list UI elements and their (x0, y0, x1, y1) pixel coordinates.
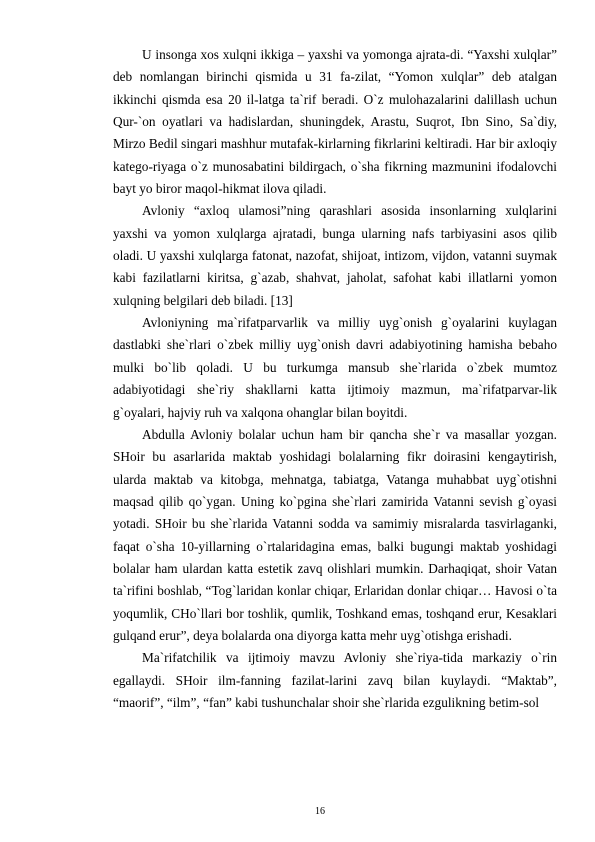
paragraph-1: U insonga xos xulqni ikkiga – yaxshi va yomonga ajrata-di. “Yaxshi xulqlar” deb nomlangan birinchi qismida u 31 fa-zilat, “Yomon xulqlar” deb atalgan ikkinchi qismda esa 20 il-latga ta`rif beradi. O`z mulohazalarini dalillash uchun Qur-`on oyatlari va hadislardan, shuningdek, Arastu, Suqrot, Ibn Sino, Sa`diy, Mirzo Bedil singari mashhur mutafak-kirlarning fikrlarini keltiradi. Har bir axloqiy katego-riyaga o`z munosabatini bildirgach, o`sha fikrning mazmunini ifodalovchi bayt yo biror maqol-hikmat ilova qiladi. (113, 47, 557, 197)
paragraph-2: Avloniy “axloq ulamosi”ning qarashlari asosida insonlarning xulqlarini yaxshi va yomon xulqlarga ajratadi, bunga ularning nafs tarbiyasini asos qilib oladi. U yaxshi xulqlarga fatonat, nazofat, shijoat, intizom, vijdon, vatanni suymak kabi fazilatlarni kiritsa, g`azab, shahvat, jaholat, safohat kabi illatlarni yomon xulqning belgilari deb biladi. [13] (113, 203, 557, 308)
body-text (113, 44, 557, 714)
paragraph-5: Ma`rifatchilik va ijtimoiy mavzu Avloniy she`riya-tida markaziy o`rin egallaydi. SHoir ilm-fanning fazilat-larini zavq bilan kuylaydi. “Maktab”, “maorif”, “ilm”, “fan” kabi tushunchalar shoir she`rlarida ezgulikning betim-sol (113, 650, 557, 710)
paragraph-3: Avloniyning ma`rifatparvarlik va milliy uyg`onish g`oyalarini kuylagan dastlabki she`rlari o`zbek milliy uyg`onish davri adabiyotining hamisha bebaho mulki bo`lib qoladi. U bu turkumga mansub she`rlarida o`zbek mumtoz adabiyotidagi she`riy shakllarni katta ijtimoiy mazmun, ma`rifatparvar-lik g`oyalari, hajviy ruh va xalqona ohanglar bilan boyitdi. (113, 315, 557, 420)
page-number: 16 (315, 806, 325, 817)
paragraph-4: Abdulla Avloniy bolalar uchun ham bir qancha she`r va masallar yozgan. SHoir bu asarlarida maktab yoshidagi bolalarning fikr doirasini kengaytirish, ularda maktab va kitobga, mehnatga, tabiatga, Vatanga muhabbat uyg`otishni maqsad qilib qo`ygan. Uning ko`pgina she`rlari zamirida Vatanni sevish g`oyasi yotadi. SHoir bu she`rlarida Vatanni sodda va samimiy misralarda tasvirlaganki, faqat o`sha 10-yillarning o`rtalaridagina emas, balki bugungi maktab yoshidagi bolalar ham ulardan katta estetik zavq olishlari mumkin. Darhaqiqat, shoir Vatan ta`rifini boshlab, “Tog`laridan konlar chiqar, Erlaridan donlar chiqar… Havosi o`ta yoqumlik, CHo`llari bor toshlik, qumlik, Toshkand emas, toshqand erur, Kesaklari gulqand erur”, deya bolalarda ona diyorga katta mehr uyg`otishga erishadi. (113, 426, 557, 643)
